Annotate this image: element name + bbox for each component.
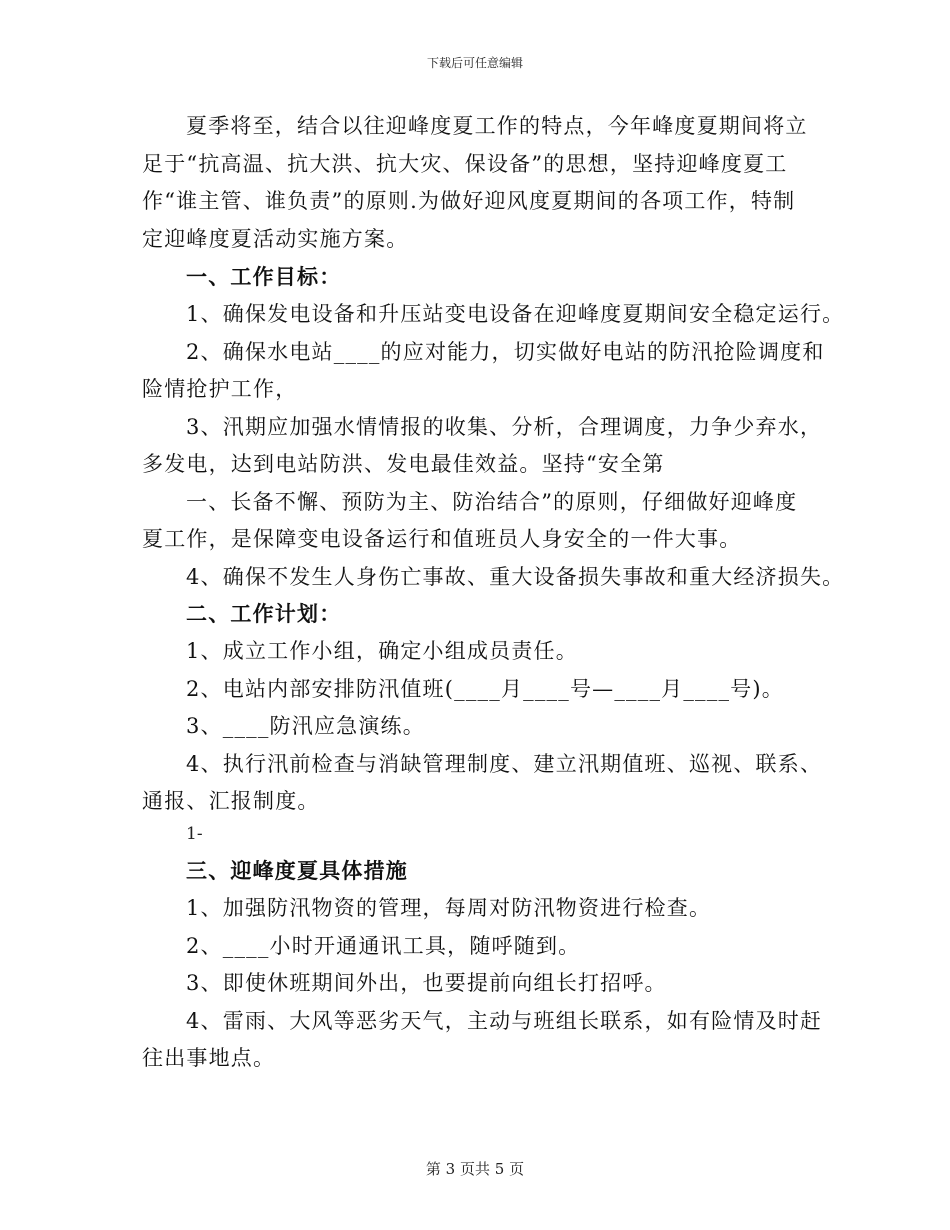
intro-line-1: 夏季将至，结合以往迎峰度夏工作的特点，今年峰度夏期间将立 xyxy=(186,114,808,138)
plan-3: 3、____防汛应急演练。 xyxy=(186,714,425,738)
page-footer: 第 3 页共 5 页 xyxy=(425,1160,525,1178)
plan-4: 4、执行汛前检查与消缺管理制度、建立汛期值班、巡视、联系、 xyxy=(186,752,823,776)
intro-line-4: 定迎峰度夏活动实施方案。 xyxy=(142,227,409,251)
goal-4: 4、确保不发生人身伤亡事故、重大设备损失事故和重大经济损失。 xyxy=(186,565,845,589)
section-heading-goals: 一、工作目标： xyxy=(186,264,342,289)
plan-1: 1、成立工作小组，确定小组成员责任。 xyxy=(186,639,578,663)
measure-2: 2、____小时开通通讯工具，随呼随到。 xyxy=(186,934,581,958)
goal-3-cont-3: 夏工作，是保障变电设备运行和值班员人身安全的一件大事。 xyxy=(142,527,742,551)
goal-2-cont: 险情抢护工作， xyxy=(142,377,298,401)
plan-4-cont: 通报、汇报制度。 xyxy=(142,789,320,813)
goal-3-cont-2: 一、长备不懈、预防为主、防治结合”的原则，仔细做好迎峰度 xyxy=(186,490,798,514)
goal-2: 2、确保水电站____的应对能力，切实做好电站的防汛抢险调度和 xyxy=(186,340,825,364)
goal-1: 1、确保发电设备和升压站变电设备在迎峰度夏期间安全稳定运行。 xyxy=(186,302,845,326)
measure-4-cont: 往出事地点。 xyxy=(142,1046,276,1070)
measure-4: 4、雷雨、大风等恶劣天气，主动与班组长联系，如有险情及时赶 xyxy=(186,1009,823,1033)
intro-line-3: 作“谁主管、谁负责”的原则.为做好迎风度夏期间的各项工作，特制 xyxy=(142,189,796,213)
goal-3: 3、汛期应加强水情情报的收集、分析，合理调度，力争少弃水， xyxy=(186,415,823,439)
page-marker: 1- xyxy=(186,824,203,844)
intro-line-2: 足于“抗高温、抗大洪、抗大灾、保设备”的思想，坚持迎峰度夏工 xyxy=(142,152,788,176)
section-heading-plan: 二、工作计划： xyxy=(186,601,342,626)
plan-2: 2、电站内部安排防汛值班(____月____号—____月____号)。 xyxy=(186,677,784,701)
section-heading-measures: 三、迎峰度夏具体措施 xyxy=(186,858,408,883)
goal-3-cont: 多发电，达到电站防洪、发电最佳效益。坚持“安全第 xyxy=(142,452,665,476)
measure-1: 1、加强防汛物资的管理，每周对防汛物资进行检查。 xyxy=(186,896,712,920)
measure-3: 3、即使休班期间外出，也要提前向组长打招呼。 xyxy=(186,971,667,995)
page-header: 下载后可任意编辑 xyxy=(426,56,523,70)
